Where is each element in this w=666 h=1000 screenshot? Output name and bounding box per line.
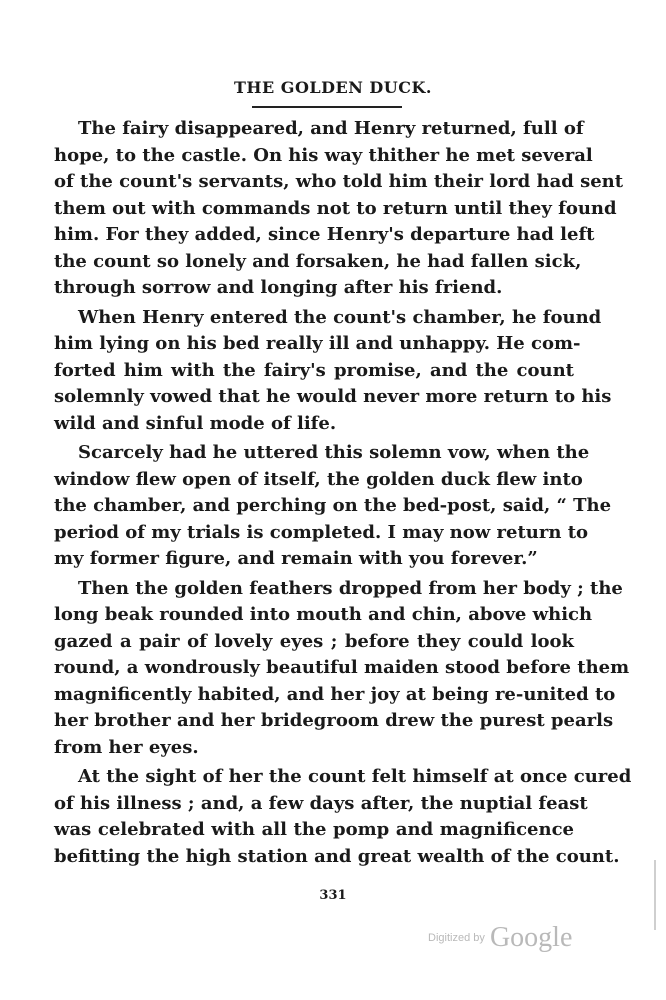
text-line: wild and sinful mode of life. [54, 412, 337, 434]
paragraph-1 [54, 116, 624, 302]
paragraph-2 [54, 305, 612, 438]
text-line: the count so lonely and forsaken, he had fallen sick, [54, 250, 582, 272]
text-line: At the sight of her the count felt himself at once cured [78, 766, 632, 787]
text-line: gazed a pair of lovely eyes ; before they could look [54, 630, 574, 652]
text-line: magnificently habited, and her joy at being re-united to [54, 683, 616, 705]
text-line: forted him with the fairy's promise, and the count [54, 359, 574, 381]
text-line: When Henry entered the count's chamber, he found [78, 306, 602, 328]
watermark-prefix: Digitized by [428, 932, 485, 944]
text-line: the chamber, and perching on the bed-post, said, “ The [54, 495, 612, 516]
page-number: 331 [319, 888, 347, 903]
paragraph-4 [54, 576, 630, 762]
paragraph-5 [54, 764, 632, 870]
text-line: long beak rounded into mouth and chin, above which [54, 604, 593, 625]
text-line: them out with commands not to return until they found [54, 197, 617, 219]
text-line: of his illness ; and, a few days after, the nuptial feast [54, 792, 588, 814]
scan-edge-mark [654, 860, 656, 930]
text-line: him. For they added, since Henry's departure had left [54, 224, 595, 245]
text-line: round, a wondrously beautiful maiden stood before them [54, 657, 630, 678]
text-line: him lying on his bed really ill and unhappy. He com- [54, 333, 581, 354]
text-line: Scarcely had he uttered this solemn vow, when the [78, 442, 590, 463]
text-line: The fairy disappeared, and Henry returned, full of [78, 118, 584, 139]
body-text [54, 116, 632, 873]
text-line: her brother and her bridegroom drew the purest pearls [54, 710, 614, 731]
header-rule [252, 106, 402, 108]
text-line: befitting the high station and great wealth of the count. [54, 845, 620, 867]
text-line: hope, to the castle. On his way thither he met several [54, 144, 593, 166]
watermark-brand-logo: Google [489, 922, 573, 953]
text-line: window flew open of itself, the golden duck flew into [54, 468, 583, 490]
text-line: my former figure, and remain with you forever.” [54, 548, 538, 569]
digitized-watermark [428, 922, 572, 954]
running-title: THE GOLDEN DUCK. [234, 78, 432, 97]
text-line: through sorrow and longing after his friend. [54, 277, 503, 298]
text-line: from her eyes. [54, 736, 199, 758]
text-line: period of my trials is completed. I may now return to [54, 521, 589, 543]
text-line: Then the golden feathers dropped from her body ; the [78, 577, 623, 599]
text-line: was celebrated with all the pomp and magnificence [54, 819, 574, 840]
text-line: of the count's servants, who told him their lord had sent [54, 171, 624, 192]
paragraph-3 [54, 440, 612, 573]
text-line: solemnly vowed that he would never more return to his [54, 386, 612, 407]
